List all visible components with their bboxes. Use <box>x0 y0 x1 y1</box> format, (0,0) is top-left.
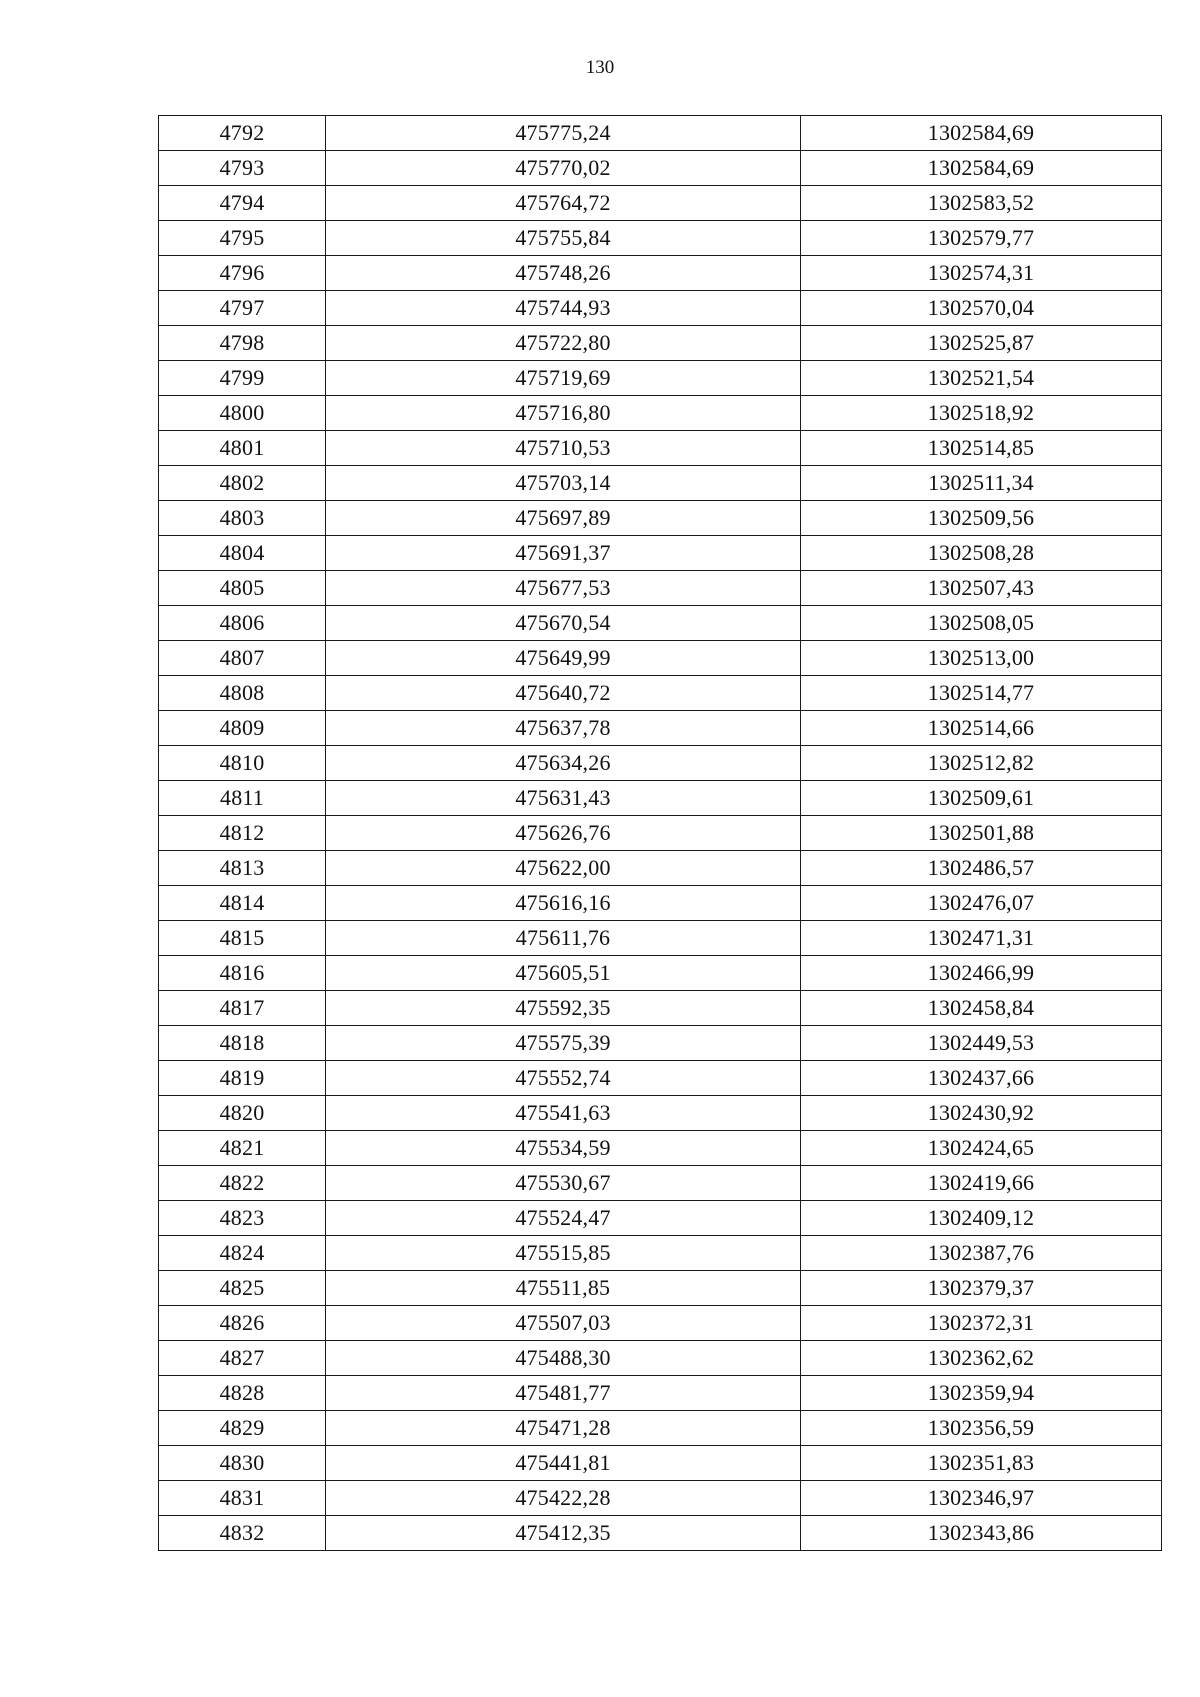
x-coordinate-cell: 475616,16 <box>326 886 801 921</box>
x-coordinate-cell: 475511,85 <box>326 1271 801 1306</box>
point-number-cell: 4794 <box>159 186 326 221</box>
table-row <box>159 1026 1162 1061</box>
table-row <box>159 221 1162 256</box>
table-row <box>159 186 1162 221</box>
table-row <box>159 676 1162 711</box>
y-coordinate-cell: 1302351,83 <box>801 1446 1162 1481</box>
y-coordinate-cell: 1302584,69 <box>801 116 1162 151</box>
y-coordinate-cell: 1302346,97 <box>801 1481 1162 1516</box>
y-coordinate-cell: 1302509,56 <box>801 501 1162 536</box>
y-coordinate-cell: 1302437,66 <box>801 1061 1162 1096</box>
y-coordinate-cell: 1302419,66 <box>801 1166 1162 1201</box>
point-number-cell: 4813 <box>159 851 326 886</box>
x-coordinate-cell: 475412,35 <box>326 1516 801 1551</box>
point-number-cell: 4804 <box>159 536 326 571</box>
table-row <box>159 431 1162 466</box>
y-coordinate-cell: 1302362,62 <box>801 1341 1162 1376</box>
table-row <box>159 921 1162 956</box>
point-number-cell: 4830 <box>159 1446 326 1481</box>
x-coordinate-cell: 475748,26 <box>326 256 801 291</box>
x-coordinate-cell: 475719,69 <box>326 361 801 396</box>
table-row <box>159 1061 1162 1096</box>
x-coordinate-cell: 475611,76 <box>326 921 801 956</box>
x-coordinate-cell: 475534,59 <box>326 1131 801 1166</box>
table-row <box>159 1096 1162 1131</box>
table-row <box>159 1411 1162 1446</box>
x-coordinate-cell: 475575,39 <box>326 1026 801 1061</box>
y-coordinate-cell: 1302458,84 <box>801 991 1162 1026</box>
table-row <box>159 1481 1162 1516</box>
point-number-cell: 4806 <box>159 606 326 641</box>
point-number-cell: 4800 <box>159 396 326 431</box>
point-number-cell: 4796 <box>159 256 326 291</box>
table-row <box>159 781 1162 816</box>
table-row <box>159 536 1162 571</box>
x-coordinate-cell: 475481,77 <box>326 1376 801 1411</box>
point-number-cell: 4825 <box>159 1271 326 1306</box>
table-row <box>159 1341 1162 1376</box>
y-coordinate-cell: 1302409,12 <box>801 1201 1162 1236</box>
point-number-cell: 4801 <box>159 431 326 466</box>
point-number-cell: 4797 <box>159 291 326 326</box>
x-coordinate-cell: 475631,43 <box>326 781 801 816</box>
table-row <box>159 116 1162 151</box>
table-row <box>159 746 1162 781</box>
point-number-cell: 4823 <box>159 1201 326 1236</box>
table-row <box>159 1166 1162 1201</box>
table-row <box>159 1306 1162 1341</box>
point-number-cell: 4818 <box>159 1026 326 1061</box>
point-number-cell: 4809 <box>159 711 326 746</box>
x-coordinate-cell: 475710,53 <box>326 431 801 466</box>
table-row <box>159 886 1162 921</box>
coordinates-table-body <box>159 116 1162 1551</box>
x-coordinate-cell: 475422,28 <box>326 1481 801 1516</box>
y-coordinate-cell: 1302514,85 <box>801 431 1162 466</box>
point-number-cell: 4822 <box>159 1166 326 1201</box>
x-coordinate-cell: 475622,00 <box>326 851 801 886</box>
point-number-cell: 4808 <box>159 676 326 711</box>
y-coordinate-cell: 1302356,59 <box>801 1411 1162 1446</box>
x-coordinate-cell: 475507,03 <box>326 1306 801 1341</box>
y-coordinate-cell: 1302583,52 <box>801 186 1162 221</box>
y-coordinate-cell: 1302513,00 <box>801 641 1162 676</box>
table-row <box>159 1271 1162 1306</box>
table-row <box>159 991 1162 1026</box>
x-coordinate-cell: 475755,84 <box>326 221 801 256</box>
x-coordinate-cell: 475764,72 <box>326 186 801 221</box>
y-coordinate-cell: 1302570,04 <box>801 291 1162 326</box>
point-number-cell: 4816 <box>159 956 326 991</box>
table-row <box>159 1131 1162 1166</box>
y-coordinate-cell: 1302579,77 <box>801 221 1162 256</box>
point-number-cell: 4799 <box>159 361 326 396</box>
y-coordinate-cell: 1302518,92 <box>801 396 1162 431</box>
point-number-cell: 4805 <box>159 571 326 606</box>
table-row <box>159 466 1162 501</box>
table-row <box>159 1236 1162 1271</box>
coordinates-table <box>158 115 1162 1551</box>
y-coordinate-cell: 1302512,82 <box>801 746 1162 781</box>
y-coordinate-cell: 1302471,31 <box>801 921 1162 956</box>
point-number-cell: 4802 <box>159 466 326 501</box>
point-number-cell: 4795 <box>159 221 326 256</box>
y-coordinate-cell: 1302449,53 <box>801 1026 1162 1061</box>
x-coordinate-cell: 475670,54 <box>326 606 801 641</box>
x-coordinate-cell: 475515,85 <box>326 1236 801 1271</box>
table-row <box>159 326 1162 361</box>
x-coordinate-cell: 475640,72 <box>326 676 801 711</box>
point-number-cell: 4810 <box>159 746 326 781</box>
x-coordinate-cell: 475605,51 <box>326 956 801 991</box>
y-coordinate-cell: 1302372,31 <box>801 1306 1162 1341</box>
x-coordinate-cell: 475637,78 <box>326 711 801 746</box>
x-coordinate-cell: 475552,74 <box>326 1061 801 1096</box>
x-coordinate-cell: 475471,28 <box>326 1411 801 1446</box>
table-row <box>159 571 1162 606</box>
y-coordinate-cell: 1302514,66 <box>801 711 1162 746</box>
x-coordinate-cell: 475716,80 <box>326 396 801 431</box>
y-coordinate-cell: 1302379,37 <box>801 1271 1162 1306</box>
point-number-cell: 4819 <box>159 1061 326 1096</box>
point-number-cell: 4815 <box>159 921 326 956</box>
x-coordinate-cell: 475541,63 <box>326 1096 801 1131</box>
y-coordinate-cell: 1302511,34 <box>801 466 1162 501</box>
y-coordinate-cell: 1302343,86 <box>801 1516 1162 1551</box>
table-row <box>159 1446 1162 1481</box>
table-row <box>159 396 1162 431</box>
x-coordinate-cell: 475691,37 <box>326 536 801 571</box>
point-number-cell: 4814 <box>159 886 326 921</box>
point-number-cell: 4793 <box>159 151 326 186</box>
point-number-cell: 4821 <box>159 1131 326 1166</box>
y-coordinate-cell: 1302521,54 <box>801 361 1162 396</box>
x-coordinate-cell: 475530,67 <box>326 1166 801 1201</box>
table-row <box>159 1201 1162 1236</box>
x-coordinate-cell: 475441,81 <box>326 1446 801 1481</box>
x-coordinate-cell: 475703,14 <box>326 466 801 501</box>
table-row <box>159 711 1162 746</box>
point-number-cell: 4828 <box>159 1376 326 1411</box>
y-coordinate-cell: 1302507,43 <box>801 571 1162 606</box>
point-number-cell: 4817 <box>159 991 326 1026</box>
x-coordinate-cell: 475722,80 <box>326 326 801 361</box>
table-row <box>159 501 1162 536</box>
point-number-cell: 4803 <box>159 501 326 536</box>
table-row <box>159 151 1162 186</box>
point-number-cell: 4832 <box>159 1516 326 1551</box>
x-coordinate-cell: 475770,02 <box>326 151 801 186</box>
x-coordinate-cell: 475677,53 <box>326 571 801 606</box>
point-number-cell: 4798 <box>159 326 326 361</box>
table-row <box>159 851 1162 886</box>
point-number-cell: 4812 <box>159 816 326 851</box>
point-number-cell: 4827 <box>159 1341 326 1376</box>
x-coordinate-cell: 475524,47 <box>326 1201 801 1236</box>
y-coordinate-cell: 1302514,77 <box>801 676 1162 711</box>
point-number-cell: 4811 <box>159 781 326 816</box>
y-coordinate-cell: 1302584,69 <box>801 151 1162 186</box>
point-number-cell: 4829 <box>159 1411 326 1446</box>
y-coordinate-cell: 1302424,65 <box>801 1131 1162 1166</box>
point-number-cell: 4807 <box>159 641 326 676</box>
point-number-cell: 4820 <box>159 1096 326 1131</box>
y-coordinate-cell: 1302501,88 <box>801 816 1162 851</box>
x-coordinate-cell: 475775,24 <box>326 116 801 151</box>
point-number-cell: 4826 <box>159 1306 326 1341</box>
y-coordinate-cell: 1302509,61 <box>801 781 1162 816</box>
y-coordinate-cell: 1302430,92 <box>801 1096 1162 1131</box>
y-coordinate-cell: 1302466,99 <box>801 956 1162 991</box>
y-coordinate-cell: 1302476,07 <box>801 886 1162 921</box>
y-coordinate-cell: 1302486,57 <box>801 851 1162 886</box>
point-number-cell: 4824 <box>159 1236 326 1271</box>
table-row <box>159 956 1162 991</box>
y-coordinate-cell: 1302525,87 <box>801 326 1162 361</box>
y-coordinate-cell: 1302508,28 <box>801 536 1162 571</box>
y-coordinate-cell: 1302508,05 <box>801 606 1162 641</box>
y-coordinate-cell: 1302387,76 <box>801 1236 1162 1271</box>
table-row <box>159 816 1162 851</box>
point-number-cell: 4792 <box>159 116 326 151</box>
x-coordinate-cell: 475626,76 <box>326 816 801 851</box>
x-coordinate-cell: 475634,26 <box>326 746 801 781</box>
page-number: 130 <box>585 57 615 78</box>
x-coordinate-cell: 475488,30 <box>326 1341 801 1376</box>
table-row <box>159 641 1162 676</box>
y-coordinate-cell: 1302359,94 <box>801 1376 1162 1411</box>
x-coordinate-cell: 475592,35 <box>326 991 801 1026</box>
x-coordinate-cell: 475697,89 <box>326 501 801 536</box>
table-row <box>159 361 1162 396</box>
x-coordinate-cell: 475649,99 <box>326 641 801 676</box>
table-row <box>159 256 1162 291</box>
x-coordinate-cell: 475744,93 <box>326 291 801 326</box>
y-coordinate-cell: 1302574,31 <box>801 256 1162 291</box>
table-row <box>159 1376 1162 1411</box>
table-row <box>159 606 1162 641</box>
table-row <box>159 1516 1162 1551</box>
point-number-cell: 4831 <box>159 1481 326 1516</box>
table-row <box>159 291 1162 326</box>
